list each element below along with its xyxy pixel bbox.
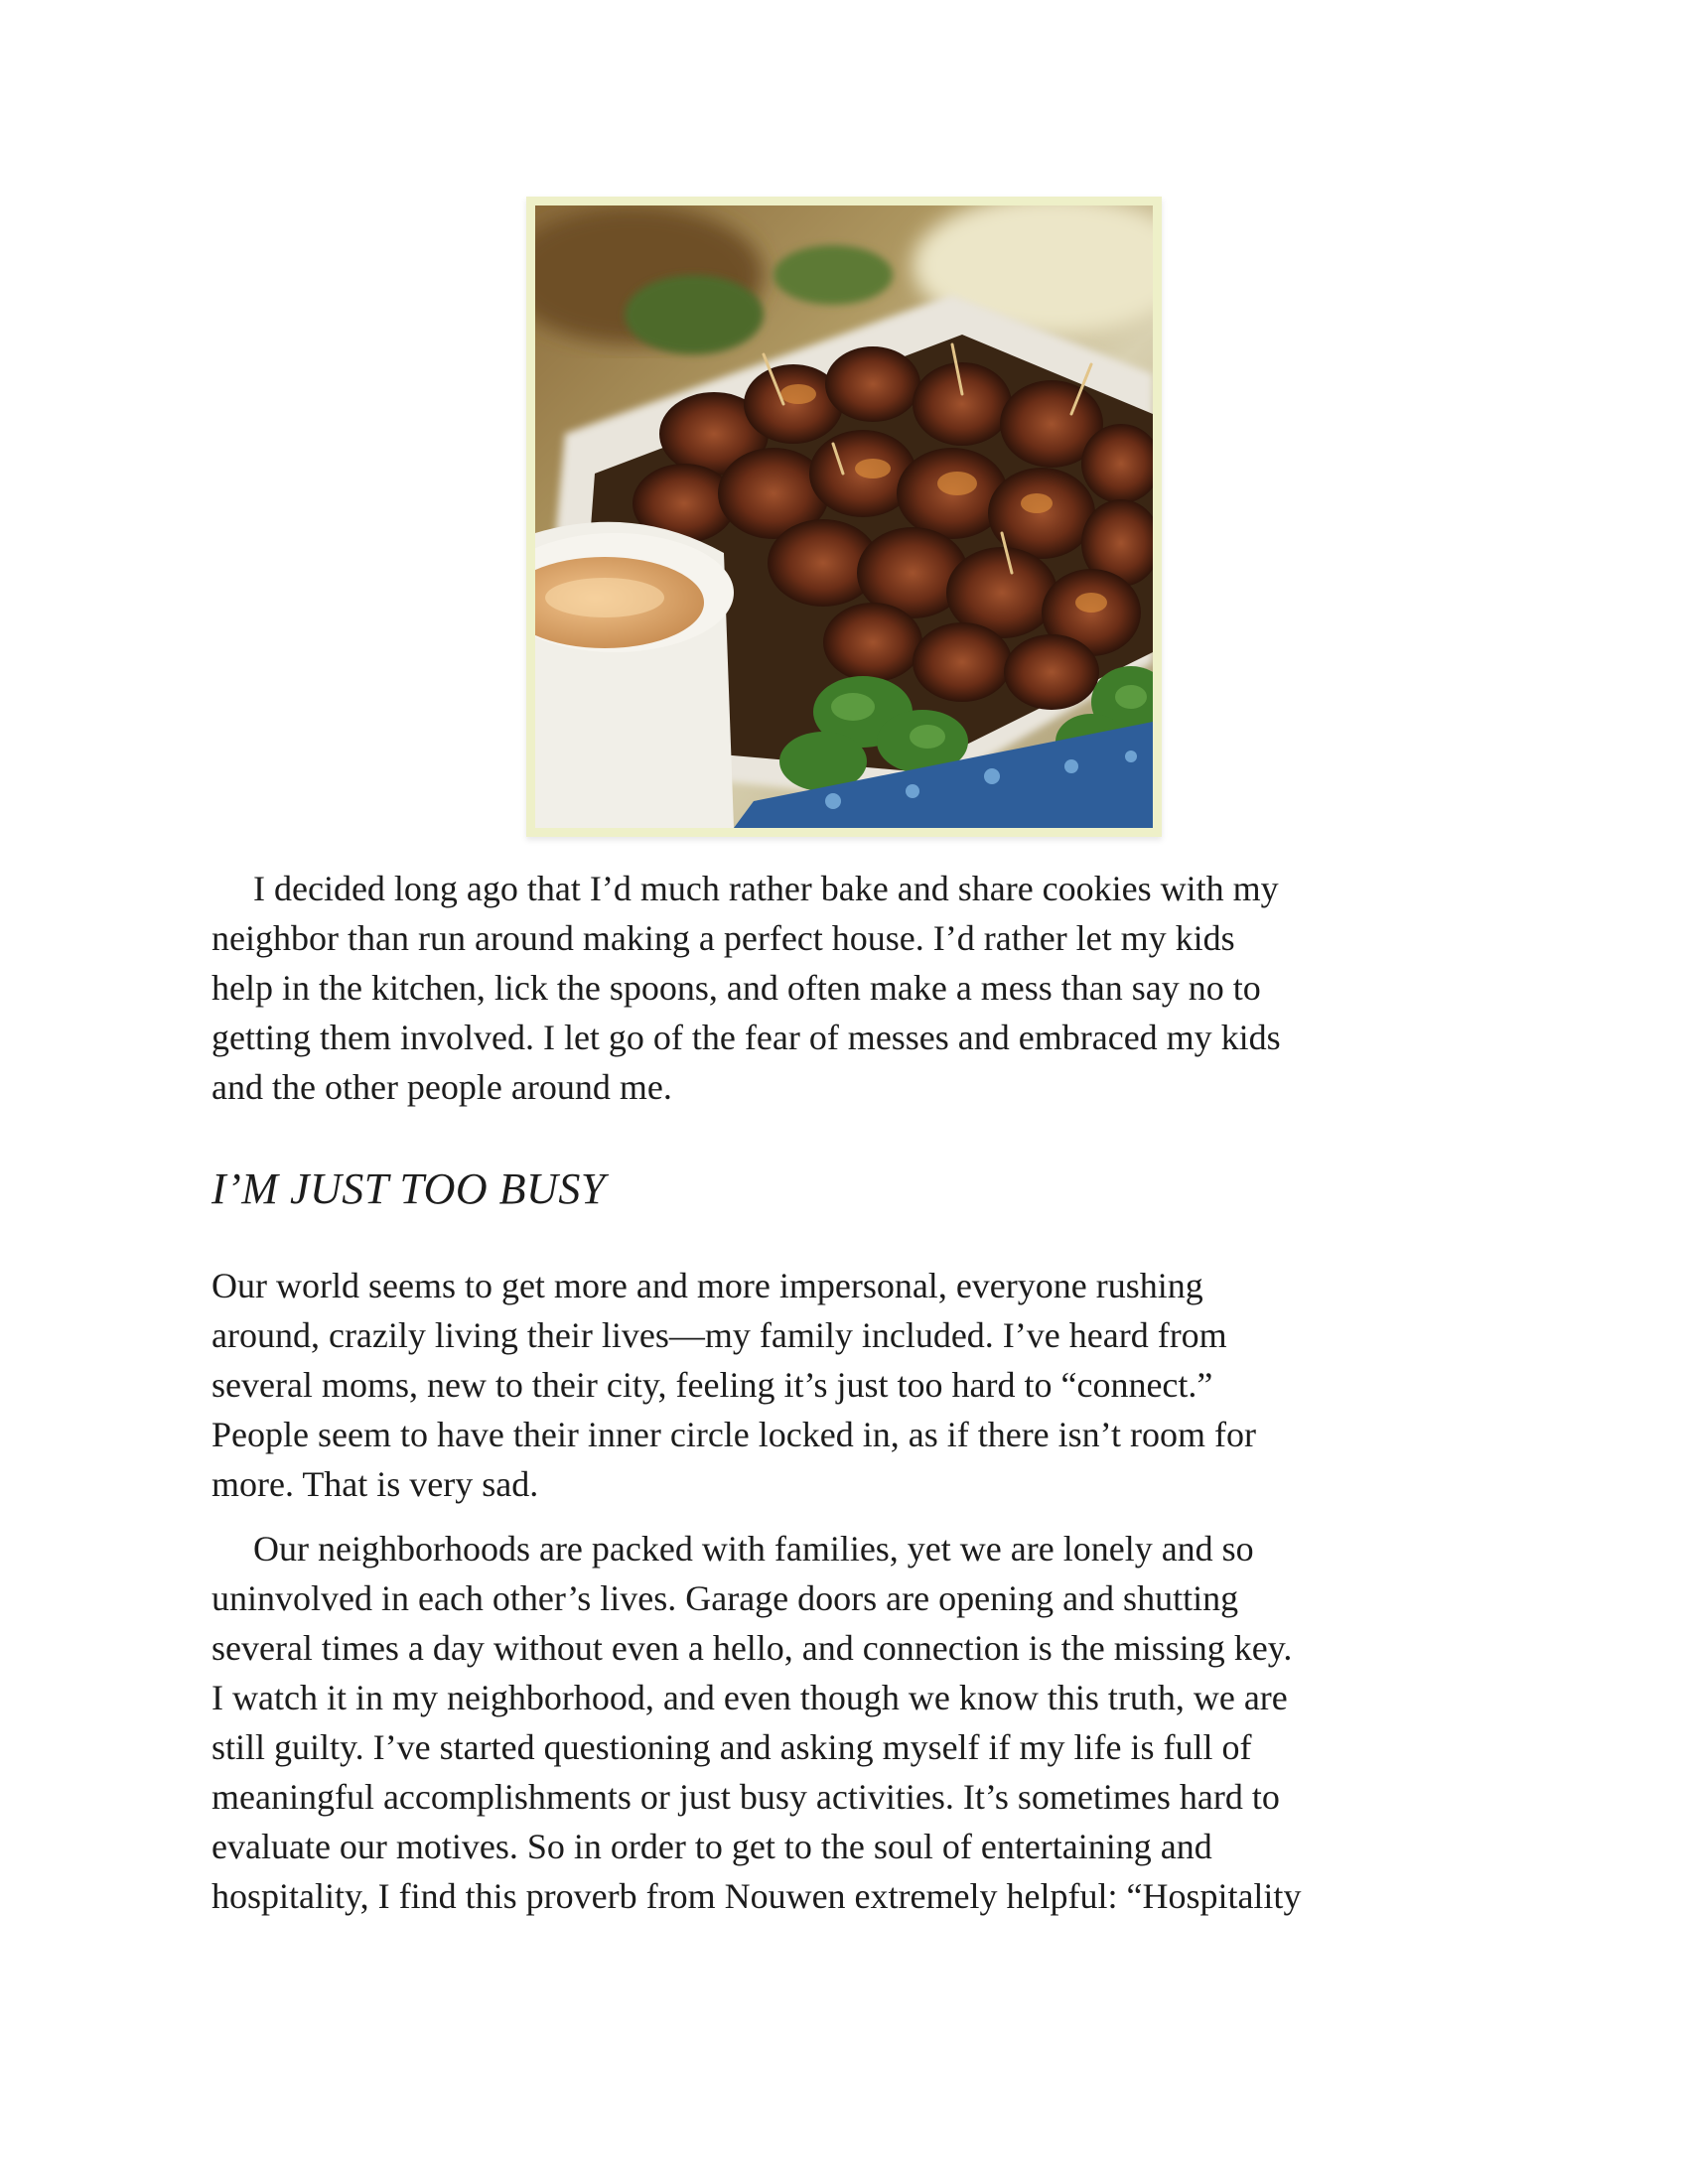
paragraph-3 [211, 1524, 1502, 1921]
paragraph-line: around, crazily living their lives—my family included. I’ve heard from [211, 1315, 1227, 1355]
paragraph-2 [211, 1261, 1502, 1509]
paragraph-line: getting them involved. I let go of the fear of messes and embraced my kids [211, 1018, 1281, 1057]
paragraph-line: I watch it in my neighborhood, and even though we know this truth, we are [211, 1678, 1288, 1717]
food-photo [526, 197, 1162, 837]
paragraph-line: evaluate our motives. So in order to get to the soul of entertaining and [211, 1827, 1212, 1866]
paragraph-line: and the other people around me. [211, 1067, 672, 1107]
paragraph-1-text [211, 864, 1502, 1112]
paragraph-line: People seem to have their inner circle locked in, as if there isn’t room for [211, 1415, 1256, 1454]
paragraph-1 [211, 864, 1502, 1112]
paragraph-line: more. That is very sad. [211, 1464, 539, 1504]
paragraph-line: several moms, new to their city, feeling it’s just too hard to “connect.” [211, 1365, 1213, 1405]
paragraph-line: still guilty. I’ve started questioning and asking myself if my life is full of [211, 1727, 1252, 1767]
paragraph-2-text [211, 1261, 1502, 1509]
paragraph-line: I decided long ago that I’d much rather bake and share cookies with my [253, 869, 1279, 908]
paragraph-line: meaningful accomplishments or just busy activities. It’s sometimes hard to [211, 1777, 1280, 1817]
paragraph-line: Our world seems to get more and more impersonal, everyone rushing [211, 1266, 1203, 1305]
paragraph-line: Our neighborhoods are packed with families, yet we are lonely and so [253, 1529, 1254, 1569]
paragraph-line: uninvolved in each other’s lives. Garage doors are opening and shutting [211, 1578, 1239, 1618]
paragraph-line: neighbor than run around making a perfect house. I’d rather let my kids [211, 918, 1235, 958]
paragraph-line: hospitality, I find this proverb from Nouwen extremely helpful: “Hospitality [211, 1876, 1302, 1916]
section-heading: I’M JUST TOO BUSY [211, 1164, 606, 1213]
paragraph-line: help in the kitchen, lick the spoons, and often make a mess than say no to [211, 968, 1261, 1008]
paragraph-3-text [211, 1524, 1502, 1921]
food-photo-image [535, 205, 1153, 828]
paragraph-line: several times a day without even a hello, and connection is the missing key. [211, 1628, 1293, 1668]
